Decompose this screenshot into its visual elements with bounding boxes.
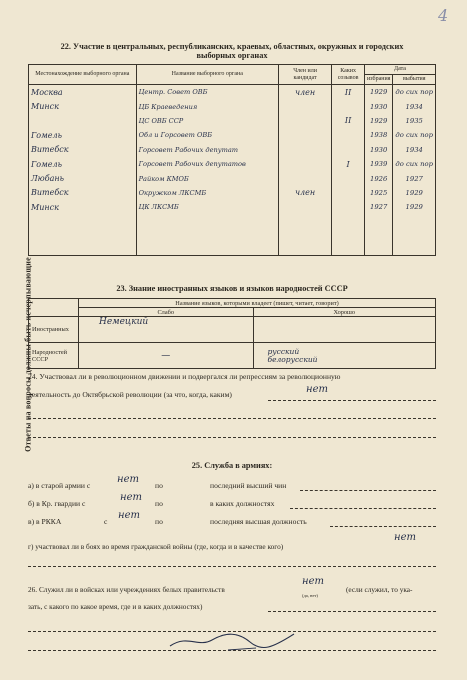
- army-civil-war-question: г) участвовал ли в боях во время гражданской войны (где, когда и в качестве кого): [28, 542, 284, 551]
- answer-line: [268, 400, 436, 401]
- row-location: Витебск: [29, 143, 137, 157]
- row-body-name: Горсовет Рабочих депутатов: [136, 157, 278, 171]
- table-row: [29, 99, 436, 113]
- row-body-name: [136, 215, 278, 229]
- row-location: Москва: [29, 85, 137, 100]
- lang-col-good: Хорошо: [253, 308, 436, 317]
- section-23-title: 23. Знание иностранных языков и языков народностей СССР: [116, 284, 348, 293]
- army-redguard-suffix: в каких должностях: [210, 499, 275, 508]
- header-name: Название выборного органа: [136, 65, 278, 85]
- row-location: Минск: [29, 200, 137, 214]
- row-convocation: [332, 215, 365, 229]
- army-old-po: по: [155, 481, 163, 490]
- section-22-title-line1: 22. Участие в центральных, республиканских, краевых, областных, окружных и городских: [60, 42, 404, 51]
- row-member: [278, 229, 331, 243]
- table-row: [29, 157, 436, 171]
- row-location: [29, 229, 137, 243]
- row-convocation: [332, 171, 365, 185]
- row-body-name: [136, 243, 278, 256]
- header-left: выбытия: [393, 75, 436, 85]
- row-left: 1927: [393, 171, 436, 185]
- row-convocation: [332, 229, 365, 243]
- row-convocation: [332, 200, 365, 214]
- row-member: член: [278, 186, 331, 200]
- army-redguard-prefix: б) в Кр. гвардии с: [28, 499, 86, 508]
- row-body-name: ЦК ЛКСМБ: [136, 200, 278, 214]
- lang-ussr-weak: —: [78, 343, 253, 369]
- section-22-title-line2: выборных органах: [196, 51, 268, 60]
- lang-ussr-good: [253, 343, 436, 369]
- table-row: [29, 200, 436, 214]
- row-elected: 1929: [364, 114, 392, 128]
- row-body-name: ЦБ Краеведения: [136, 99, 278, 113]
- row-convocation: II: [332, 114, 365, 128]
- row-elected: 1929: [364, 85, 392, 100]
- row-member: [278, 171, 331, 185]
- table-row: [29, 114, 436, 128]
- army-rkka-answer: нет: [118, 510, 140, 521]
- lang-foreign-weak: Немецкий: [78, 317, 253, 343]
- row-elected: [364, 229, 392, 243]
- header-date: Дата: [364, 65, 435, 75]
- row-convocation: [332, 128, 365, 142]
- row-left: 1929: [393, 186, 436, 200]
- row-convocation: [332, 143, 365, 157]
- row-body-name: [136, 229, 278, 243]
- army-rkka-prefix: в) в РККА: [28, 517, 62, 526]
- army-rkka-suffix: последняя высшая должность: [210, 517, 307, 526]
- section-26-answer: нет: [302, 576, 324, 587]
- army-rkka-po: по: [155, 517, 163, 526]
- row-elected: 1938: [364, 128, 392, 142]
- army-civil-war-answer: нет: [394, 532, 416, 543]
- row-left: до сих пор: [393, 128, 436, 142]
- header-location: Местонахождение выборного органа: [29, 65, 137, 85]
- row-location: [29, 243, 137, 256]
- side-note: Ответы на вопросы должны быть исчерпывающие: [23, 257, 33, 452]
- row-elected: 1927: [364, 200, 392, 214]
- row-body-name: Обл и Горсовет ОВБ: [136, 128, 278, 142]
- row-elected: 1930: [364, 99, 392, 113]
- header-convocation: Каких созывов: [332, 65, 365, 85]
- row-elected: [364, 215, 392, 229]
- row-left: [393, 243, 436, 256]
- row-elected: [364, 243, 392, 256]
- row-member: [278, 157, 331, 171]
- row-left: до сих пор: [393, 85, 436, 100]
- lang-row-foreign-label: Иностранных: [29, 317, 79, 343]
- answer-line: [28, 418, 436, 419]
- row-left: 1934: [393, 143, 436, 157]
- table-row: [29, 229, 436, 243]
- row-convocation: II: [332, 85, 365, 100]
- section-26-line1b: (если служил, то ука-: [346, 585, 413, 594]
- row-elected: 1926: [364, 171, 392, 185]
- header-elected: избрания: [364, 75, 392, 85]
- row-convocation: I: [332, 157, 365, 171]
- languages-table: [28, 298, 436, 369]
- row-left: 1935: [393, 114, 436, 128]
- row-elected: 1930: [364, 143, 392, 157]
- row-left: 1929: [393, 200, 436, 214]
- answer-line: [300, 490, 436, 491]
- answer-line: [330, 526, 436, 527]
- elected-bodies-table: [28, 64, 436, 256]
- table-row: [29, 215, 436, 229]
- row-left: [393, 215, 436, 229]
- table-row: [29, 243, 436, 256]
- table-row: [29, 171, 436, 185]
- army-rkka-s: с: [104, 517, 108, 526]
- section-24-line2: деятельность до Октябрьской революции (за что, когда, каким): [28, 390, 232, 399]
- table-row: [29, 143, 436, 157]
- row-body-name: Центр. Совет ОВБ: [136, 85, 278, 100]
- row-body-name: ЦС ОВБ ССР: [136, 114, 278, 128]
- row-member: [278, 114, 331, 128]
- row-member: член: [278, 85, 331, 100]
- row-body-name: Окружком ЛКСМБ: [136, 186, 278, 200]
- table-row: [29, 85, 436, 100]
- section-26-under: (да, нет): [302, 593, 318, 598]
- row-location: Гомель: [29, 157, 137, 171]
- row-location: Гомель: [29, 128, 137, 142]
- section-26-line1a: 26. Служил ли в войсках или учреждениях белых правительств: [28, 585, 225, 594]
- answer-line: [268, 611, 436, 612]
- row-location: [29, 114, 137, 128]
- answer-line: [28, 566, 436, 567]
- lang-ussr-good-1: русский: [267, 347, 300, 356]
- lang-col-weak: Слабо: [78, 308, 253, 317]
- row-member: [278, 215, 331, 229]
- section-26-line2: зать, с какого по какое время, где и в каких должностях): [28, 602, 203, 611]
- section-24-answer: нет: [306, 384, 328, 395]
- lang-row-ussr-label: Народностей СССР: [29, 343, 79, 369]
- lang-ussr-good-2: белорусский: [267, 354, 318, 364]
- page-number: 4: [438, 6, 449, 25]
- table-row: [29, 128, 436, 142]
- answer-line: [28, 437, 436, 438]
- row-location: Минск: [29, 99, 137, 113]
- answer-line: [290, 508, 436, 509]
- table-row: [29, 186, 436, 200]
- lang-foreign-good: [253, 317, 436, 343]
- row-member: [278, 243, 331, 256]
- army-redguard-po: по: [155, 499, 163, 508]
- lang-corner-cell: [29, 299, 79, 317]
- army-old-answer: нет: [117, 474, 139, 485]
- section-24-line1: 24. Участвовал ли в революционном движении и подвергался ли репрессиям за революционную: [28, 372, 341, 381]
- row-left: 1934: [393, 99, 436, 113]
- section-22-title: [28, 42, 436, 60]
- row-convocation: [332, 243, 365, 256]
- row-location: Любань: [29, 171, 137, 185]
- lang-header-top: Название языков, которыми владеет (пишет, читает, говорит): [78, 299, 435, 308]
- signature-scribble: [168, 628, 298, 654]
- row-member: [278, 128, 331, 142]
- row-left: [393, 229, 436, 243]
- row-left: до сих пор: [393, 157, 436, 171]
- row-convocation: [332, 99, 365, 113]
- row-body-name: Горсовет Рабочих депутат: [136, 143, 278, 157]
- section-25-title: 25. Служба в армиях:: [191, 461, 273, 470]
- row-member: [278, 200, 331, 214]
- army-old-suffix: последний высший чин: [210, 481, 287, 490]
- row-elected: 1925: [364, 186, 392, 200]
- row-member: [278, 99, 331, 113]
- army-old-prefix: а) в старой армии с: [28, 481, 91, 490]
- army-redguard-answer: нет: [120, 492, 142, 503]
- row-location: [29, 215, 137, 229]
- row-convocation: [332, 186, 365, 200]
- row-body-name: Райком КМОБ: [136, 171, 278, 185]
- header-member: Член или кандидат: [278, 65, 331, 85]
- row-member: [278, 143, 331, 157]
- row-location: Витебск: [29, 186, 137, 200]
- row-elected: 1939: [364, 157, 392, 171]
